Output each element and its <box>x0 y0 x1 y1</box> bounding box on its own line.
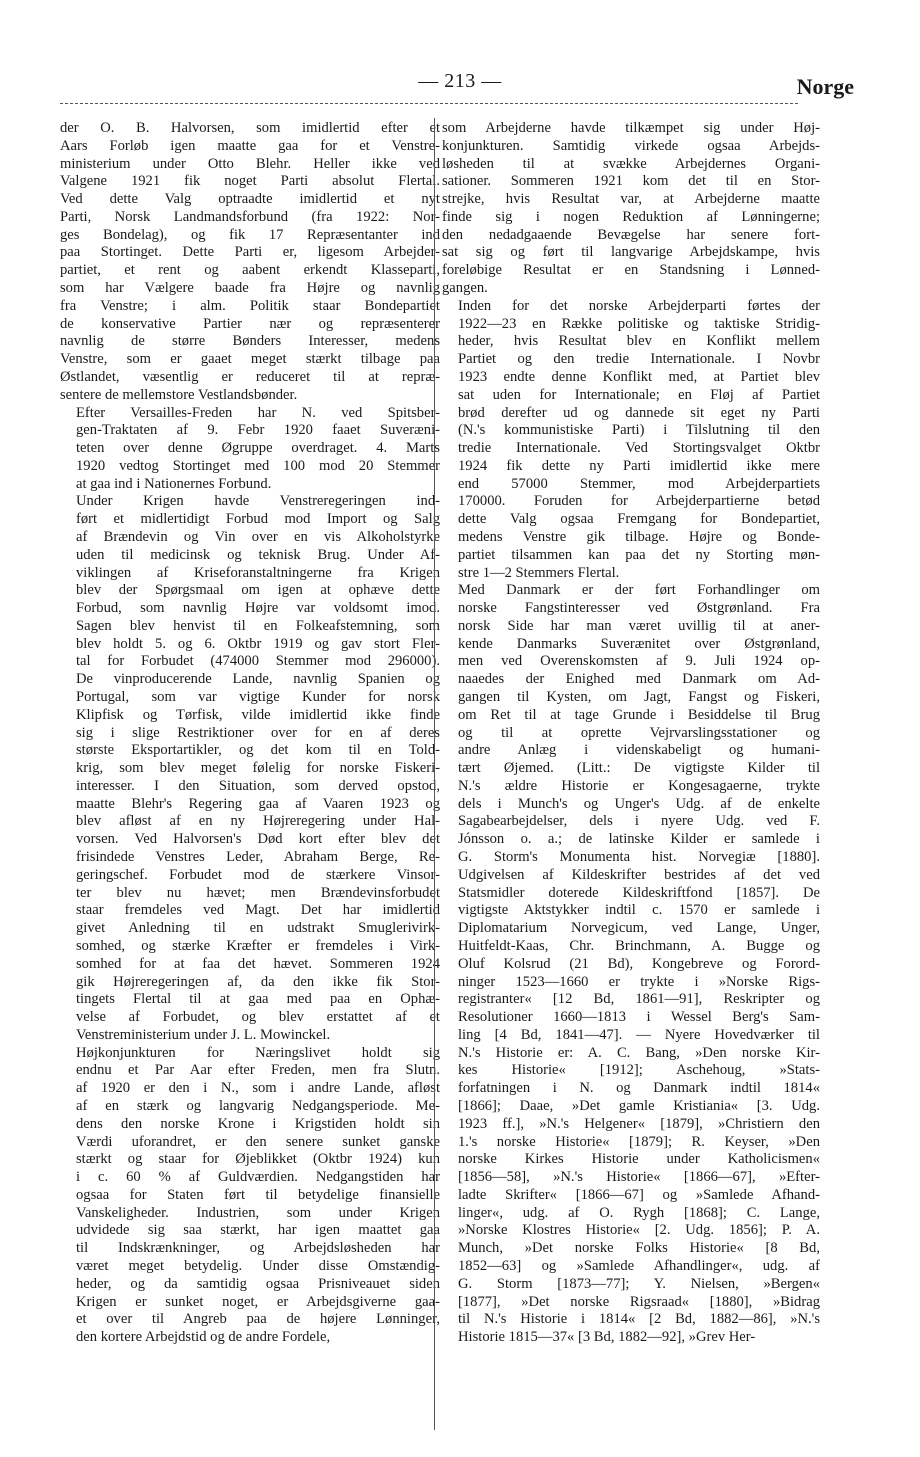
text-line: kes Historie« [1912]; Aschehoug, »Stats- <box>458 1062 820 1079</box>
text-line: (N.'s kommunistiske Parti) i Tilslutning til den <box>458 422 820 439</box>
text-line: medens Venstre gik tilbage. Højre og Bonde- <box>458 528 820 545</box>
text-line: men ved Overenskomsten af 9. Juli 1924 op- <box>458 653 820 670</box>
text-line: G. Storm [1873—77]; Y. Nielsen, »Bergen« <box>458 1275 820 1292</box>
text-line: vorsen. Ved Halvorsen's Død kort efter blev det <box>76 831 440 848</box>
text-line: Venstreministerium under J. L. Mowinckel. <box>76 1026 331 1043</box>
text-line: 1923 ff.], »N.'s Helgener« [1879], »Christiern den <box>458 1115 820 1132</box>
text-line: somhed for at faa det hævet. Sommeren 1924 <box>76 955 440 972</box>
text-line: gen-Traktaten af 9. Febr 1920 faaet Suveræni- <box>76 422 440 439</box>
text-line: Valgene 1921 fik noget Parti absolut Flertal. <box>60 173 440 190</box>
text-line: partiet, et rent og aabent erkendt Klasseparti, <box>60 262 440 279</box>
text-line: 1.'s norske Historie« [1879]; R. Keyser, »Den <box>458 1133 820 1150</box>
text-line: 1852—63] og »Samlede Afhandlinger«, udg. af <box>458 1258 820 1274</box>
text-line: ogsaa for Staten ført til betydelige finansielle <box>76 1186 440 1203</box>
text-line: Klipfisk og Tørfisk, vilde imidlertid ikke finde <box>76 706 440 723</box>
text-line: sig i slige Restriktioner over for en af deres <box>76 724 440 741</box>
text-line: forfatningen i N. og Danmark indtil 1814« <box>458 1080 820 1097</box>
text-line: andre Anlæg i videnskabeligt og humani- <box>458 742 820 759</box>
text-line: [1856—58], »N.'s Historie« [1866—67], »Efter- <box>458 1169 820 1186</box>
text-line: brød derefter ud og dannede sit eget ny Parti <box>458 404 820 421</box>
text-line: Parti, Norsk Landmandsforbund (fra 1922: Nor- <box>60 208 440 225</box>
text-line: tært Øjemed. (Litt.: De vigtigste Kilder til <box>458 760 820 777</box>
text-line: den kortere Arbejdstid og de andre Fordele, <box>76 1329 331 1346</box>
text-line: Munch, »Det norske Folks Historie« [8 Bd, <box>458 1240 820 1257</box>
text-line: end 57000 Stemmer, mod Arbejderpartiets <box>458 475 820 492</box>
text-line: et over til Angreb paa de højere Lønninger, <box>76 1311 440 1328</box>
column-divider <box>434 118 435 1430</box>
text-line: konjunkturen. Samtidig virkede ogsaa Arbejds- <box>442 137 820 154</box>
text-line: interesser. I den Situation, som derved opstod, <box>76 777 440 794</box>
text-line: ling [4 Bd, 1841—47]. — Nyere Hovedværker til <box>458 1026 820 1043</box>
text-line: norske Kirkes Historie under Katholicismen« <box>458 1151 820 1168</box>
text-line: stre 1—2 Stemmers Flertal. <box>458 564 620 581</box>
paragraph <box>442 582 820 1347</box>
text-line: Aars Forløb igen maatte gaa for et Venstre- <box>60 137 440 154</box>
header-rule <box>60 103 798 104</box>
text-line: G. Storm's Monumenta hist. Norvegiæ [1880]. <box>458 849 820 866</box>
text-line: de konservative Partier nær og repræsenterer <box>60 315 440 332</box>
text-line: tredie Internationale. Ved Stortingsvalget Oktbr <box>458 440 820 457</box>
text-line: Jónsson o. a.; de latinske Kilder er samlede i <box>458 831 820 848</box>
left-text-column <box>60 120 440 1347</box>
text-line: endnu et Par Aar efter Freden, men fra Slutn. <box>76 1062 440 1079</box>
text-line: 1920 vedtog Stortinget med 100 mod 20 Stemmer <box>76 457 440 474</box>
text-line: 1922—23 en Række politiske og taktiske Stridig- <box>458 315 820 332</box>
text-line: blev der Spørgsmaal om igen at ophæve dette <box>76 582 440 599</box>
text-line: stærkt og staar for Øjeblikket (Oktbr 1924) kun <box>76 1151 440 1168</box>
text-line: Efter Versailles-Freden har N. ved Spitsber- <box>76 404 440 421</box>
text-line: linger«, udg. af O. Rygh [1868]; C. Lange, <box>458 1204 820 1221</box>
text-line: velse af Forbudet, og blev erstattet af et <box>76 1009 440 1026</box>
text-line: teten over denne Øgruppe overdraget. 4. Marts <box>76 440 440 457</box>
text-line: somhed, og stærke Kræfter er fremdeles i Virk- <box>76 937 440 954</box>
right-text-column <box>442 120 820 1347</box>
text-line: Ved dette Valg optraadte imidlertid et nyt <box>60 191 440 208</box>
text-line: været meget betydelig. Under disse Omstændig- <box>76 1258 440 1274</box>
text-line: naaedes der Enighed med Danmark om Ad- <box>458 671 820 688</box>
text-line: fra Venstre; i alm. Politik staar Bondepartiet <box>60 297 440 314</box>
text-line: sat sig og ført til langvarige Arbejdskampe, hvis <box>442 244 820 261</box>
text-line: 1924 fik dette ny Parti imidlertid ikke mere <box>458 457 820 474</box>
text-line: udvidede sig saa stærkt, har igen maattet gaa <box>76 1222 440 1239</box>
text-line: blev afløst af en ny Højreregering under Hal- <box>76 813 440 830</box>
text-line: [1866]; Daae, »Det gamle Kristiania« [3. Udg. <box>458 1097 820 1114</box>
paragraph <box>442 298 820 583</box>
text-line: Med Danmark er der ført Forhandlinger om <box>458 582 820 599</box>
text-line: heder, hvis Resultat blev en Konflikt mellem <box>458 333 820 350</box>
text-line: af en stærk og langvarig Nedgangsperiode. Me- <box>76 1097 440 1114</box>
text-line: norske Fangstinteresser ved Østgrønland. Fra <box>458 600 820 617</box>
text-line: sentere de mellemstore Vestlandsbønder. <box>60 386 298 403</box>
text-line: Under Krigen havde Venstreregeringen ind- <box>76 493 440 510</box>
text-line: gangen. <box>442 280 488 297</box>
text-line: tal for Forbudet (474000 Stemmer mod 296000). <box>76 653 440 670</box>
text-line: geringschef. Forbudet mod de stærkere Vinsor- <box>76 866 440 883</box>
text-line: Højkonjunkturen for Næringslivet holdt sig <box>76 1044 440 1061</box>
text-line: at gaa ind i Nationernes Forbund. <box>76 475 272 492</box>
paragraph <box>442 120 820 298</box>
text-line: frisindede Venstres Leder, Abraham Berge, Re- <box>76 849 440 866</box>
text-line: Partiet og den tredie Internationale. I Novbr <box>458 351 820 368</box>
text-line: Oluf Kolsrud (21 Bd), Kongebreve og Forord- <box>458 955 820 972</box>
text-line: dens den norske Krone i Krigstiden holdt sin <box>76 1115 440 1132</box>
text-line: der O. B. Halvorsen, som imidlertid efter et <box>60 120 440 136</box>
text-line: løsheden til at svække Arbejdernes Organi- <box>442 155 820 172</box>
text-line: ladte Skrifter« [1866—67] og »Samlede Afhand- <box>458 1186 820 1203</box>
text-line: viklingen af Kriseforanstaltningerne fra Krigen <box>76 564 440 581</box>
text-line: Portugal, som var vigtige Kunder for norsk <box>76 689 440 705</box>
text-line: Statsmidler doterede Kildeskriftfond [1857]. De <box>458 884 820 901</box>
text-line: vigtigste Aktstykker indtil c. 1570 er samlede i <box>458 902 820 919</box>
text-line: finde sig i nogen Reduktion af Lønningerne; <box>442 208 820 225</box>
text-line: paa Stortinget. Dette Parti er, ligesom Arbejder- <box>60 244 440 261</box>
text-line: N.'s ældre Historie er Kongesagaerne, trykte <box>458 777 820 794</box>
text-line: gangen til Kysten, om Jagt, Fangst og Fiskeri, <box>458 689 820 705</box>
text-line: Vanskeligheder. Industrien, som under Krigen <box>76 1204 440 1221</box>
text-line: som Arbejderne havde tilkæmpet sig under Høj- <box>442 120 820 136</box>
text-line: som har Vælgere baade fra Højre og navnlig <box>60 280 440 297</box>
text-line: Forbud, som navnlig Højre var voldsomt imod. <box>76 600 440 617</box>
text-line: dette Valg ogsaa Fremgang for Bondepartiet, <box>458 511 820 528</box>
paragraph <box>60 120 440 405</box>
text-line: Diplomatarium Norvegicum, ved Lange, Unger, <box>458 920 820 937</box>
text-line: Huitfeldt-Kaas, Chr. Brinchmann, A. Bugge og <box>458 937 820 954</box>
text-line: til N.'s Historie i 1814« [2 Bd, 1882—86], »N.'s <box>458 1311 820 1328</box>
text-line: kende Danmarks Suverænitet over Østgrønland, <box>458 635 820 652</box>
text-line: ter blev nu hævet; men Brændevinsforbudet <box>76 884 440 901</box>
text-line: Sagabearbejdelser, dels i nyere Udg. ved F. <box>458 813 820 830</box>
text-line: dels i Munch's og Unger's Udg. af de enkelte <box>458 795 820 812</box>
text-line: maatte Blehr's Regering gaa af Vaaren 1923 og <box>76 795 440 812</box>
text-line: ført et midlertidigt Forbud mod Import og Salg <box>76 511 440 528</box>
text-line: N.'s Historie er: A. C. Bang, »Den norske Kir- <box>458 1044 820 1061</box>
text-line: om Ret til at tage Grunde i Besiddelse til Brug <box>458 706 820 723</box>
running-head-section: Norge <box>796 74 854 99</box>
text-line: Resolutioner 1660—1813 i Wessel Berg's Sam- <box>458 1009 820 1026</box>
text-line: den nedadgaaende Bevægelse har senere fort- <box>442 226 820 243</box>
text-line: 1923 endte denne Konflikt med, at Partiet blev <box>458 368 820 385</box>
text-line: i c. 60 % af Guldværdien. Nedgangstiden har <box>76 1169 440 1186</box>
text-line: foreløbige Resultat er en Standsning i Lønned- <box>442 262 820 279</box>
text-line: af Brændevin og Vin over en vis Alkoholstyrke <box>76 528 440 545</box>
text-line: uden til medicinsk og teknisk Brug. Under Af- <box>76 546 440 563</box>
text-line: til Indskrænkninger, og Arbejdsløsheden har <box>76 1240 440 1257</box>
text-line: og til at oprette Vejrvarslingsstationer og <box>458 724 820 741</box>
text-line: staar fremdeles ved Magt. Det har imidlertid <box>76 902 440 919</box>
text-line: De vinproducerende Lande, navnlig Spanien og <box>76 671 440 688</box>
text-line: gik Højreregeringen af, da den ikke fik Stor- <box>76 973 440 990</box>
text-line: Værdi uforandret, er den senere sunket ganske <box>76 1133 440 1150</box>
text-line: af 1920 er den i N., som i andre Lande, afløst <box>76 1080 440 1097</box>
text-line: tingets Flertal til at gaa med paa en Ophæ- <box>76 991 440 1008</box>
text-line: største Eksportartikler, og det kom til en Told- <box>76 742 440 759</box>
text-line: navnlig de større Bønders Interesser, medens <box>60 333 440 350</box>
text-line: ministerium under Otto Blehr. Heller ikke ved <box>60 155 440 172</box>
page-number: — 213 — <box>418 70 502 92</box>
text-line: sat uden for Internationale; en Fløj af Partiet <box>458 386 820 403</box>
text-line: [1877], »Det norske Rigsraad« [1880], »Bidrag <box>458 1293 820 1310</box>
text-line: Krigen er sunket noget, er Arbejdsgiverne gaa- <box>76 1293 440 1310</box>
text-line: strejke, hvis Resultat var, at Arbejderne maatte <box>442 191 820 208</box>
text-line: Udgivelsen af Kildeskrifter bestrides af det ved <box>458 866 820 883</box>
text-line: sationer. Sommeren 1921 kom det til en Stor- <box>442 173 820 190</box>
paragraph <box>60 1045 440 1347</box>
text-line: Inden for det norske Arbejderparti førtes der <box>458 297 820 314</box>
text-line: 170000. Foruden for Arbejderpartierne betød <box>458 493 820 510</box>
text-line: Østlandet, væsentlig er reduceret til at repræ- <box>60 368 440 385</box>
text-line: krig, som blev meget følelig for norske Fiskeri- <box>76 760 440 777</box>
text-line: »Norske Klostres Historie« [2. Udg. 1856]; P. A. <box>458 1222 820 1239</box>
text-line: blev holdt 5. og 6. Oktbr 1919 og gav stort Fler- <box>76 635 440 652</box>
paragraph <box>60 405 440 494</box>
text-line: registranter« [12 Bd, 1861—91], Reskripter og <box>458 991 820 1008</box>
text-line: Sagen blev henvist til en Folkeafstemning, som <box>76 617 440 634</box>
text-line: partiet tilsammen kan paa det ny Storting møn- <box>458 546 820 563</box>
text-line: ninger 1523—1660 er trykte i »Norske Rigs- <box>458 973 820 990</box>
text-line: Historie 1815—37« [3 Bd, 1882—92], »Grev Her- <box>458 1329 756 1346</box>
text-line: ges Bondelag), og fik 17 Repræsentanter ind <box>60 226 440 243</box>
paragraph <box>60 493 440 1044</box>
text-line: norsk Side har man været uvillig til at aner- <box>458 617 820 634</box>
text-line: heder, og da samtidig ogsaa Prisniveauet siden <box>76 1275 440 1292</box>
text-line: Venstre, som er gaaet meget stærkt tilbage paa <box>60 351 440 368</box>
text-line: givet Anledning til en udstrakt Smuglerivirk- <box>76 920 440 937</box>
